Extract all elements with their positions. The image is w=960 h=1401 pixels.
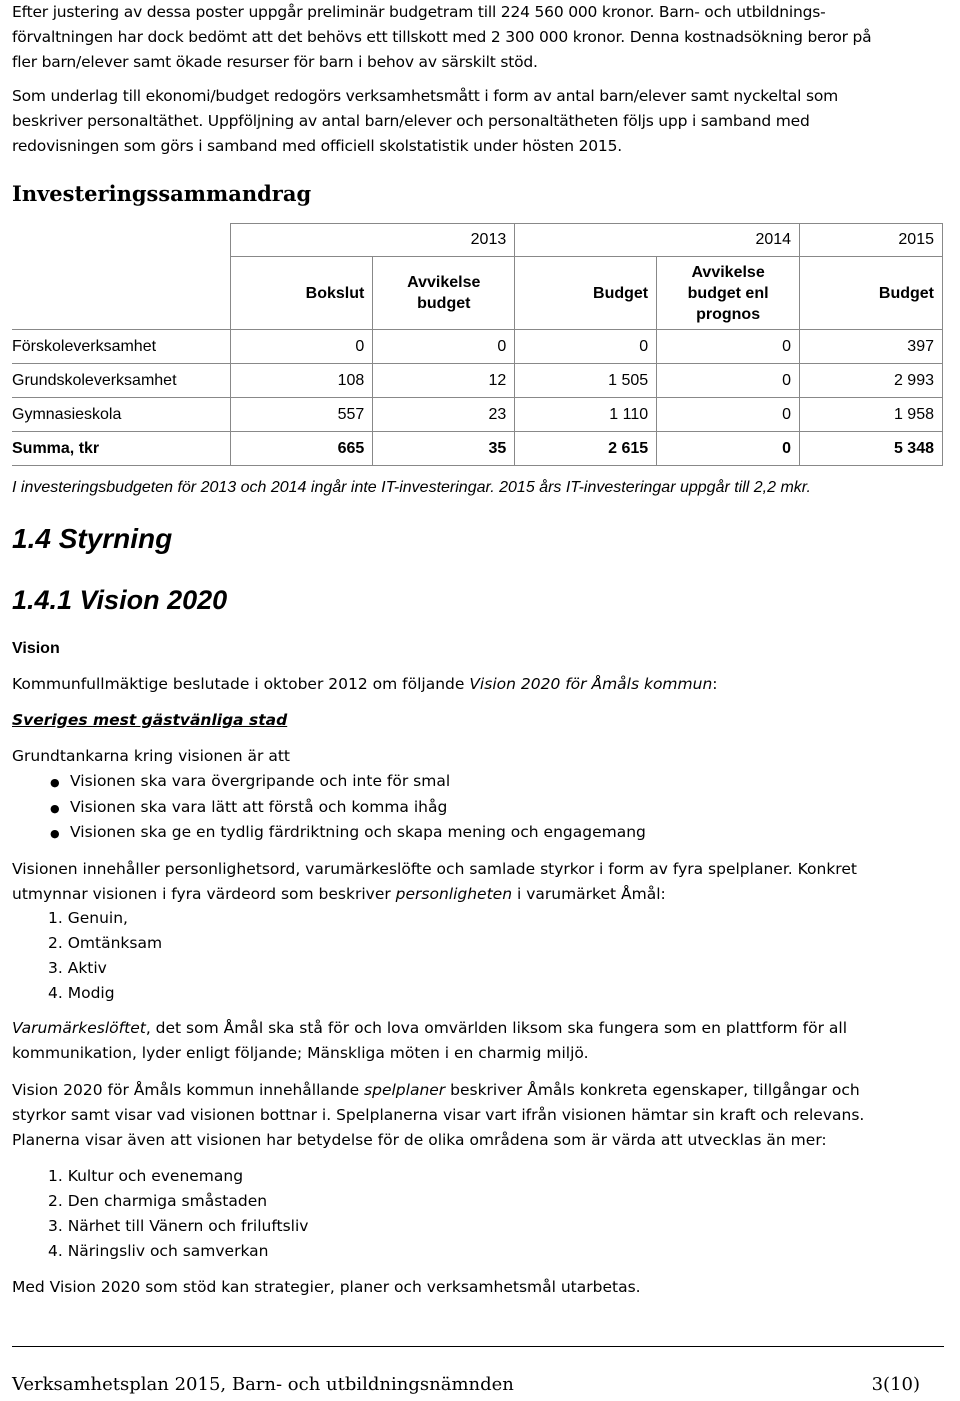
table-cell: 0	[657, 364, 800, 398]
row-label: Gymnasieskola	[12, 398, 231, 432]
table-row	[12, 398, 943, 432]
footer-divider	[12, 1346, 944, 1347]
text-span: , det som Åmål ska stå för och lova omvärlden liksom ska fungera som en plattform för all	[145, 1019, 848, 1037]
table-cell: 0	[657, 432, 800, 466]
table-cell: 0	[657, 330, 800, 364]
list-item: 3. Närhet till Vänern och friluftsliv	[48, 1217, 309, 1235]
row-label: Summa, tkr	[12, 432, 231, 466]
decision-emphasis: Vision 2020 för Åmåls kommun	[469, 675, 713, 693]
year-header: 2013	[231, 224, 515, 257]
list-item: 3. Aktiv	[48, 959, 107, 977]
intro-line: Efter justering av dessa poster uppgår preliminär budgetram till 224 560 000 kronor. Barn- och utbildnings-	[12, 3, 826, 21]
list-item: ● Visionen ska vara lätt att förstå och komma ihåg	[70, 795, 646, 821]
table-cell: 0	[373, 330, 515, 364]
paragraph-line	[12, 882, 857, 907]
values-list	[12, 906, 162, 1006]
table-cell: 1 958	[800, 398, 943, 432]
vision-label: Vision	[12, 640, 60, 657]
text-span: Vision 2020 för Åmåls kommun innehållande	[12, 1081, 365, 1099]
paragraph-line: kommunikation, lyder enligt följande; Mänskliga möten i en charmig miljö.	[12, 1044, 589, 1062]
column-header: Avvikelse budget enl prognos	[657, 257, 800, 330]
principles-intro: Grundtankarna kring visionen är att	[12, 747, 290, 765]
table-cell: 0	[515, 330, 657, 364]
table-cell: 665	[231, 432, 373, 466]
slogan: Sveriges mest gästvänliga stad	[12, 711, 288, 729]
list-item: ● Visionen ska ge en tydlig färdriktning och skapa mening och engagemang	[70, 820, 646, 846]
list-item: 2. Den charmiga småstaden	[48, 1192, 268, 1210]
areas-list	[12, 1164, 308, 1264]
footer-title: Verksamhetsplan 2015, Barn- och utbildningsnämnden	[12, 1374, 514, 1395]
table-cell: 12	[373, 364, 515, 398]
decision-text-end: :	[712, 675, 718, 693]
intro-line: Som underlag till ekonomi/budget redogörs verksamhetsmått i form av antal barn/elever samt nyckeltal som	[12, 87, 839, 105]
text-emphasis: Varumärkeslöftet	[12, 1019, 146, 1037]
subsection-heading: 1.4.1 Vision 2020	[12, 585, 228, 615]
column-header: Bokslut	[231, 257, 373, 330]
column-header: Avvikelse budget	[373, 257, 515, 330]
list-item: 2. Omtänksam	[48, 934, 163, 952]
table-row	[12, 364, 943, 398]
intro-line: förvaltningen har dock bedömt att det behövs ett tillskott med 2 300 000 kronor. Denna kostnadsökning beror på	[12, 28, 872, 46]
table-cell: 108	[231, 364, 373, 398]
list-item: 1. Kultur och evenemang	[48, 1167, 244, 1185]
decision-paragraph	[12, 672, 718, 697]
list-item: 4. Näringsliv och samverkan	[48, 1242, 269, 1260]
column-header: Budget	[515, 257, 657, 330]
text-emphasis: personligheten	[395, 885, 513, 903]
row-label: Förskoleverksamhet	[12, 330, 231, 364]
investment-heading: Investeringssammandrag	[12, 181, 312, 206]
table-cell: 2 615	[515, 432, 657, 466]
row-label: Grundskoleverksamhet	[12, 364, 231, 398]
brand-promise-paragraph	[12, 1016, 847, 1066]
table-row	[12, 330, 943, 364]
table-cell: 35	[373, 432, 515, 466]
paragraph-line: Visionen innehåller personlighetsord, varumärkeslöfte och samlade styrkor i form av fyra spelplaner. Konkret	[12, 860, 857, 878]
intro-line: beskriver personaltäthet. Uppföljning av antal barn/elever och personaltätheten följs upp i samband med	[12, 112, 810, 130]
list-item: 1. Genuin,	[48, 909, 128, 927]
table-sum-row	[12, 432, 943, 466]
text-emphasis: spelplaner	[364, 1081, 446, 1099]
table-cell: 23	[373, 398, 515, 432]
intro-line: fler barn/elever samt ökade resurser för barn i behov av särskilt stöd.	[12, 53, 538, 71]
table-cell: 0	[657, 398, 800, 432]
table-cell: 2 993	[800, 364, 943, 398]
personality-paragraph	[12, 857, 857, 907]
playing-fields-paragraph	[12, 1078, 864, 1153]
investment-table	[12, 223, 943, 466]
principles-list	[12, 769, 646, 846]
table-cell: 397	[800, 330, 943, 364]
table-cell: 5 348	[800, 432, 943, 466]
text-span: beskriver Åmåls konkreta egenskaper, tillgångar och	[445, 1081, 860, 1099]
year-header: 2015	[800, 224, 943, 257]
column-header: Budget	[800, 257, 943, 330]
intro-line: redovisningen som görs i samband med officiell skolstatistik under hösten 2015.	[12, 137, 622, 155]
year-header: 2014	[515, 224, 800, 257]
paragraph-line	[12, 1078, 864, 1103]
table-year-row	[12, 224, 943, 257]
paragraph-line	[12, 1016, 847, 1041]
paragraph-line: Planerna visar även att visionen har betydelse för de olika områdena som är värda att utvecklas än mer:	[12, 1131, 827, 1149]
table-cell: 0	[231, 330, 373, 364]
list-item: ● Visionen ska vara övergripande och inte för smal	[70, 769, 646, 795]
section-heading: 1.4 Styrning	[12, 523, 173, 554]
intro-paragraph-2	[12, 84, 838, 159]
table-column-header-row	[12, 257, 943, 330]
table-cell: 557	[231, 398, 373, 432]
paragraph-line: styrkor samt visar vad visionen bottnar i. Spelplanerna visar vart ifrån visionen hämtar sin kraft och relevans.	[12, 1106, 865, 1124]
list-item: 4. Modig	[48, 984, 115, 1002]
page-number: 3(10)	[871, 1374, 920, 1395]
decision-text: Kommunfullmäktige beslutade i oktober 2012 om följande	[12, 675, 470, 693]
intro-paragraph-1	[12, 0, 871, 75]
closing-paragraph: Med Vision 2020 som stöd kan strategier, planer och verksamhetsmål utarbetas.	[12, 1278, 641, 1296]
table-cell: 1 110	[515, 398, 657, 432]
page-footer	[12, 1374, 920, 1395]
investment-note: I investeringsbudgeten för 2013 och 2014 ingår inte IT-investeringar. 2015 års IT-investeringar uppgår till 2,2 mkr.	[12, 479, 811, 496]
text-span: utmynnar visionen i fyra värdeord som beskriver	[12, 885, 396, 903]
table-cell: 1 505	[515, 364, 657, 398]
text-span: i varumärket Åmål:	[512, 885, 666, 903]
